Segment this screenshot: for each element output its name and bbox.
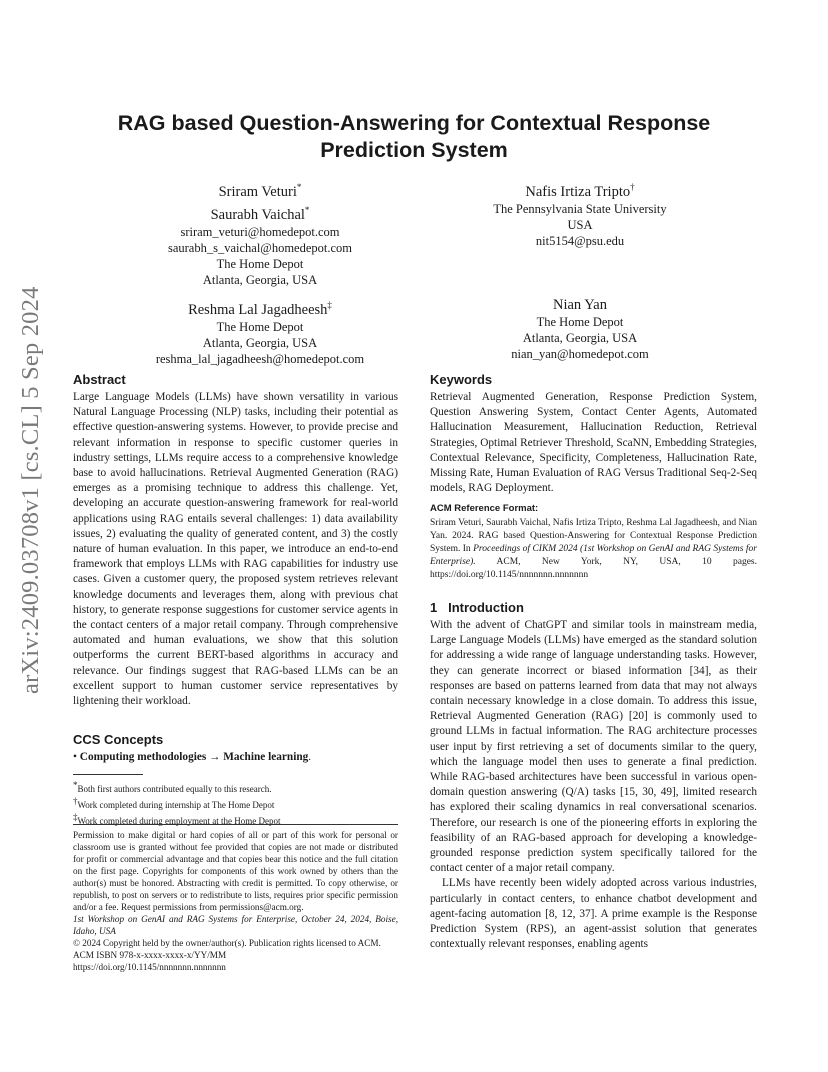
introduction-heading [430,600,524,615]
abstract-heading: Abstract [73,372,126,387]
keywords-heading: Keywords [430,372,493,387]
permission-text: Permission to make digital or hard copies of all or part of this work for personal or classroom use is granted without fee provided that copies are not made or distributed for profit or commercial advantage and that copies bear this notice and the full citation on the first page. Copyrights for components of this work owned by others than the author(s) must be honored. Abstracting with credit is permitted. To copy otherwise, or republish, to post on servers or to redistribute to lists, requires prior specific permission and/or a fee. Request permissions from permissions@acm.org. [73,830,398,912]
section-number: 1 [430,600,438,615]
footnote-mark: ‡ [327,300,332,310]
intro-paragraph-2: LLMs have recently been widely adopted across various industries, particularly in contact centers, to enhance chatbot development and agent-facing automation [8, 12, 37]. A prime example is the Response Prediction System (RPS), an agent-assist solution that generates contextually relevant responses, enabling agents [430,877,757,951]
ccs-end: . [308,751,312,763]
author-name: Reshma Lal Jagadheesh [188,301,328,318]
ccs-heading: CCS Concepts [73,732,164,747]
author-location: Atlanta, Georgia, USA [522,331,638,345]
footnote-text: Both first authors contributed equally to this research. [77,784,272,794]
copyright-line: © 2024 Copyright held by the owner/author(s). Publication rights licensed to ACM. [73,938,381,948]
author-email: saurabh_s_vaichal@homedepot.com [167,240,353,255]
author-name: Saurabh Vaichal [210,206,305,223]
footnote-mark: * [304,204,310,215]
acm-reference-text [430,517,757,582]
intro-paragraph-1: With the advent of ChatGPT and similar tools in mainstream media, Large Language Models (LLMs) have emerged as the standard solution for addressing a wide range of language understanding tasks. However, they can generate incorrect or biased information [34], as their responses are based on patterns learned from data that may not always contain necessary knowledge in a close domain. To address this issue, Retrieval Augmented Generation (RAG) [20] is commonly used to ground LLMs in factual information. The RAG architecture processes user input by first retrieving a set of documents similar to the query, which the language model then uses to generate a final prediction. While RAG-based architectures have been successful in various open-domain question answering (Q/A) tasks [15, 30, 49], limited research has explored their scaling dynamics in real conversational scenarios. Therefore, our research is one of the pioneering efforts in exploring the feasibility of an RAG-based approach for developing a knowledge-grounded response prediction system specifically tailored for the contact center of a major retail company. [430,619,757,875]
author-block-veturi-vaichal [120,178,400,288]
footnote-text: Work completed during internship at The Home Depot [77,800,275,810]
bullet-icon: • [73,751,77,763]
author-affiliation: The Home Depot [536,315,624,329]
keywords-body [430,390,757,496]
ccs-term: Machine learning [223,751,309,763]
author-email: reshma_lal_jagadheesh@homedepot.com [155,351,365,366]
abstract-body [73,390,398,709]
author-name: Nafis Irtiza Tripto [525,183,631,200]
author-block-yan [440,296,720,362]
permission-block [73,829,398,973]
title-line-1: RAG based Question-Answering for Contextual Response [117,111,711,135]
conference-venue: 1st Workshop on GenAI and RAG Systems for Enterprise, October 24, 2024, Boise, Idaho, USA [73,914,398,936]
arxiv-identifier: arXiv:2409.03708v1 [cs.CL] 5 Sep 2024 [17,286,44,694]
footnote-2 [73,795,398,811]
ccs-concepts [73,751,398,763]
footnote-mark: † [73,796,78,806]
arrow-icon: → [206,751,224,763]
author-name: Nian Yan [553,297,607,313]
author-block-jagadheesh [110,296,410,367]
footnote-mark: † [630,182,635,192]
author-affiliation: The Home Depot [216,256,304,271]
title-line-2: Prediction System [320,138,508,162]
reference-proceedings: Proceedings of CIKM 2024 (1st Workshop on GenAI and RAG Systems for Enterprise). [430,544,757,567]
footnotes [73,779,398,827]
reference-authors: Sriram Veturi, Saurabh Vaichal, Nafis Irtiza Tripto, Reshma Lal Jagadheesh, and Nian Yan. 2024. RAG based Question-Answering for Contextual Response Prediction System. In [430,518,757,554]
footnote-rule [73,774,143,775]
keywords-text: Retrieval Augmented Generation, Response Prediction System, Question Answering System, Contact Center Agents, Automated Hallucination Measurement, Hallucination Reduction, Retrieval Strategies, Optimal Retriever Threshold, ScaNN, Embedding Strategies, Contextual Relevance, Specificity, Completeness, Hallucination Rate, Missing Rate, Human Evaluation of RAG Versus Traditional Seq-2-Seq models, RAG Deployment. [430,391,757,495]
permission-rule [73,824,398,825]
author-country: USA [567,217,593,232]
author-email: nian_yan@homedepot.com [511,347,649,361]
footnote-1 [73,779,398,795]
acm-reference-heading: ACM Reference Format: [430,503,539,514]
author-block-tripto [440,178,720,249]
reference-publisher: ACM, New York, NY, USA, 10 pages. https://doi.org/10.1145/nnnnnnn.nnnnnnn [430,557,757,580]
author-email: nit5154@psu.edu [535,233,625,248]
footnote-mark: * [73,780,78,790]
footnote-text: Work completed during employment at the Home Depot [77,816,281,826]
ccs-term: Computing methodologies [79,751,207,763]
abstract-text: Large Language Models (LLMs) have shown versatility in various Natural Language Processing (NLP) tasks, including their potential as effective question-answering systems. However, to provide precise and relevant information in response to specific customer queries in industry settings, LLMs require access to a comprehensive knowledge base to avoid hallucinations. Retrieval Augmented Generation (RAG) emerges as a promising technique to address this challenge. Yet, developing an accurate question-answering framework for real-world applications using RAG entails several challenges: 1) data availability issues, 2) evaluating the quality of generated content, and 3) the costly nature of human evaluation. In this paper, we introduce an end-to-end framework that employs LLMs with RAG capabilities for industry use cases. Given a customer query, the proposed system retrieves relevant knowledge documents and leverages them, along with previous chat history, to generate response suggestions for customer service agents in the contact centers of a major retail company. Through comprehensive automated and human evaluations, we show that this solution outperforms the current BERT-based algorithms in accuracy and relevance. Our findings suggest that RAG-based LLMs can be an excellent support to human customer service representatives by lightening their workload. [73,391,398,708]
author-affiliation: The Home Depot [216,319,304,334]
author-location: Atlanta, Georgia, USA [202,272,318,287]
paper-title [80,110,748,164]
footnote-mark: ‡ [73,812,78,822]
author-location: Atlanta, Georgia, USA [202,335,318,350]
footnote-mark: * [296,182,302,192]
section-title: Introduction [448,600,524,615]
isbn-line: ACM ISBN 978-x-xxxx-xxxx-x/YY/MM [73,950,227,960]
author-email: sriram_veturi@homedepot.com [180,224,340,239]
doi-link[interactable]: https://doi.org/10.1145/nnnnnnn.nnnnnnn [73,962,226,972]
author-affiliation: The Pennsylvania State University [493,201,667,216]
introduction-body [430,618,757,952]
author-name: Sriram Veturi [218,183,297,200]
